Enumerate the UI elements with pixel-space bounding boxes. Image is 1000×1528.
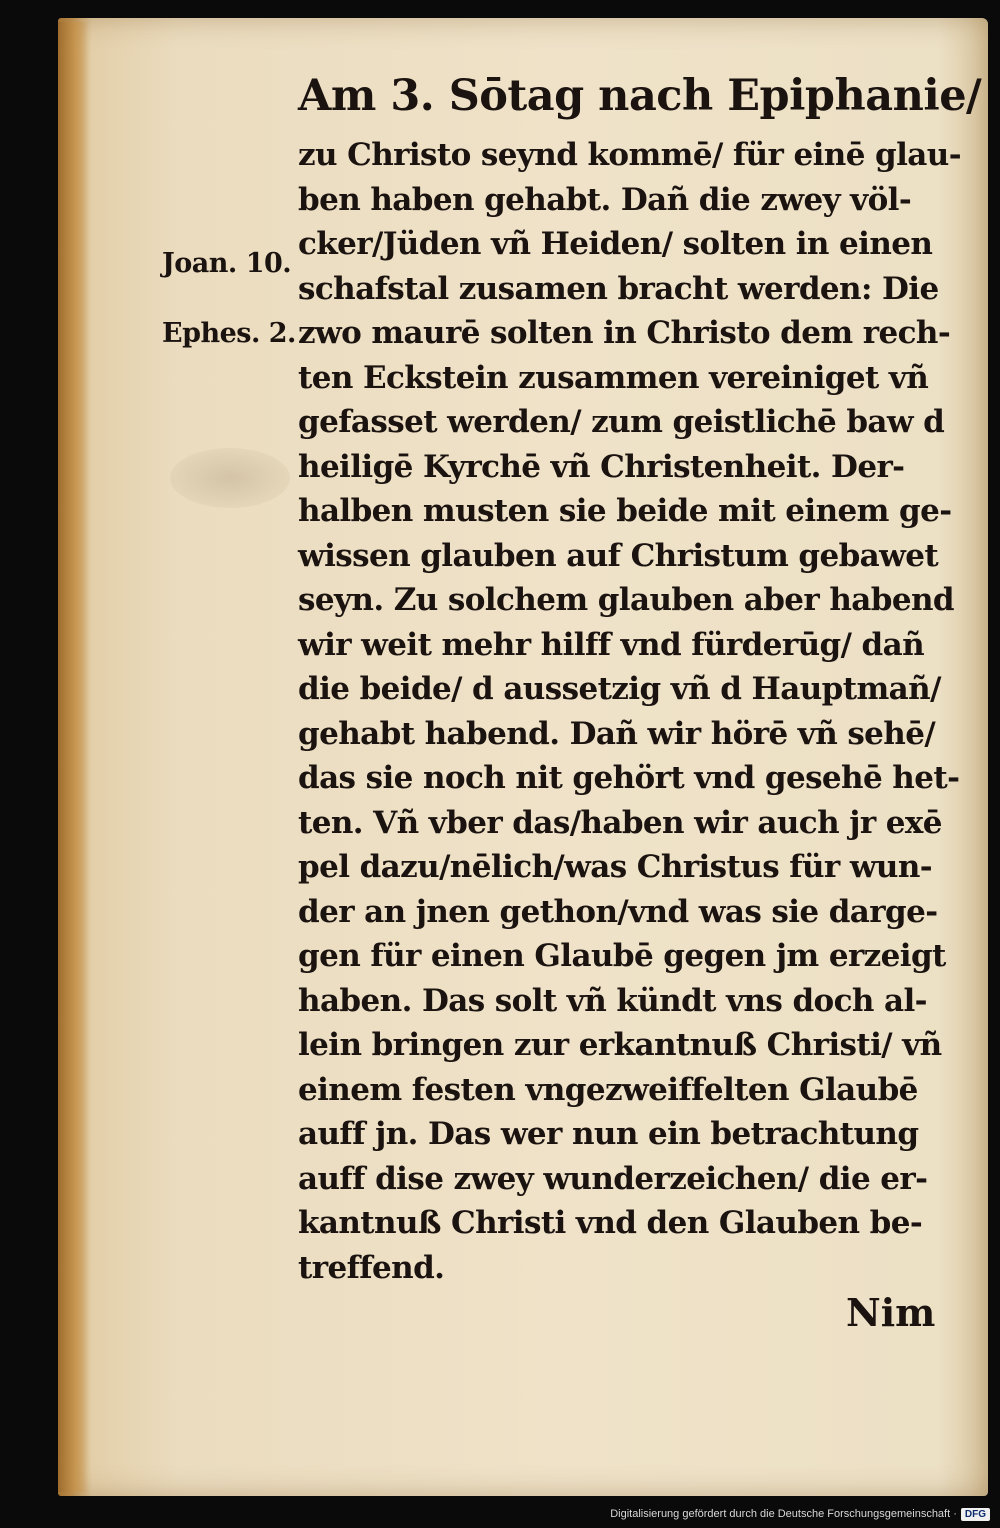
page-gutter-edge bbox=[58, 22, 88, 1492]
margin-note-joan: Joan. 10. bbox=[162, 248, 292, 279]
text-line: kantnuß Christi vnd den Glauben be- bbox=[298, 1205, 923, 1241]
catchword: Nim bbox=[846, 1290, 936, 1335]
text-line: das sie noch nit gehört vnd gesehē het- bbox=[298, 760, 960, 796]
text-line: einem festen vngezweiffelten Glaubē bbox=[298, 1071, 918, 1108]
text-line: ten. Vñ vber das/haben wir auch jr exē bbox=[298, 804, 942, 841]
footer-credit: Digitalisierung gefördert durch die Deutsche Forschungsgemeinschaft · bbox=[610, 1508, 957, 1520]
text-line: der an jnen gethon/vnd was sie darge- bbox=[298, 893, 938, 930]
text-line: zwo maurē solten in Christo dem rech- bbox=[298, 315, 951, 351]
text-line: halben musten sie beide mit einem ge- bbox=[298, 493, 952, 529]
text-line: wissen glauben auf Christum gebawet bbox=[298, 537, 939, 574]
text-line: ben haben gehabt. Dañ die zwey völ- bbox=[298, 181, 912, 218]
text-line: gehabt habend. Dañ wir hörē vñ sehē/ bbox=[298, 715, 936, 752]
text-line: gen für einen Glaubē gegen jm erzeigt bbox=[298, 938, 946, 974]
text-line: wir weit mehr hilff vnd fürderūg/ dañ bbox=[298, 626, 925, 663]
page-heading: Am 3. Sōtag nach Epiphanie/ bbox=[298, 71, 982, 121]
text-line: gefasset werden/ zum geistlichē baw d bbox=[298, 404, 945, 440]
text-line: pel dazu/nēlich/was Christus für wun- bbox=[298, 849, 933, 885]
text-line: zu Christo seynd kommē/ für einē glau- bbox=[298, 137, 961, 173]
body-text bbox=[298, 133, 961, 1290]
text-line: treffend. bbox=[298, 1249, 445, 1286]
text-line: lein bringen zur erkantnuß Christi/ vñ bbox=[298, 1027, 942, 1063]
text-line: seyn. Zu solchem glauben aber habend bbox=[298, 582, 954, 618]
text-line: cker/Jüden vñ Heiden/ solten in einen bbox=[298, 226, 933, 262]
paper-stain bbox=[170, 448, 290, 508]
text-line: die beide/ d aussetzig vñ d Hauptmañ/ bbox=[298, 671, 941, 707]
text-line: auff dise zwey wunderzeichen/ die er- bbox=[298, 1160, 928, 1197]
text-line: auff jn. Das wer nun ein betrachtung bbox=[298, 1116, 919, 1152]
digitization-footer bbox=[610, 1504, 990, 1524]
text-line: heiligē Kyrchē vñ Christenheit. Der- bbox=[298, 448, 905, 485]
text-line: haben. Das solt vñ kündt vns doch al- bbox=[298, 982, 927, 1019]
dfg-logo: DFG bbox=[961, 1508, 990, 1521]
text-line: ten Eckstein zusammen vereiniget vñ bbox=[298, 359, 929, 396]
text-line: schafstal zusamen bracht werden: Die bbox=[298, 270, 939, 307]
margin-note-ephes: Ephes. 2. bbox=[162, 318, 296, 349]
